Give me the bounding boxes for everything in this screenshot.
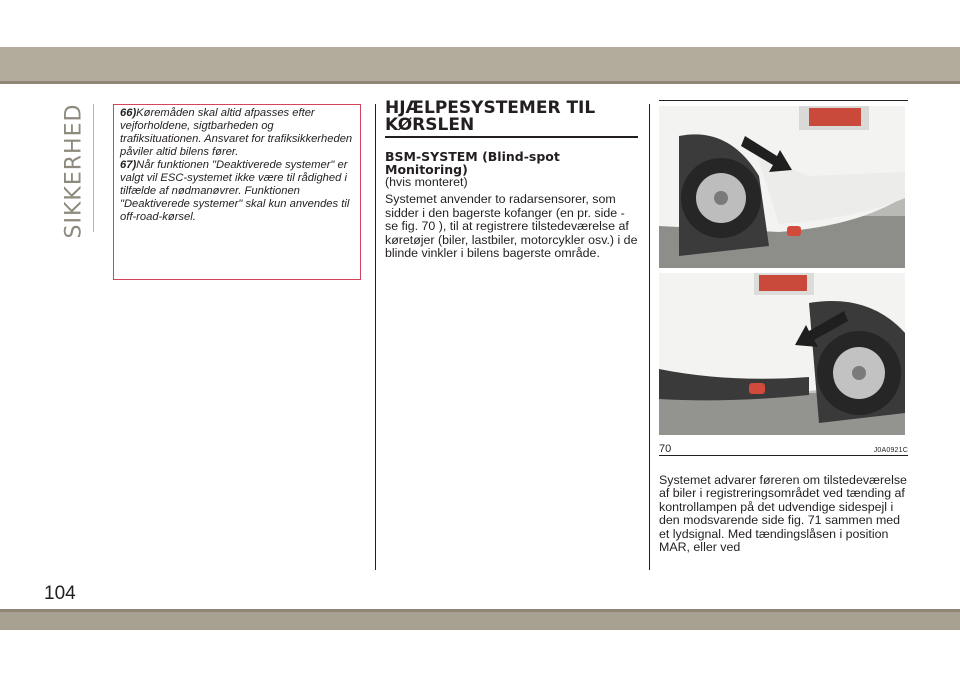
figure-photo-right-side bbox=[659, 106, 905, 268]
figure-top-rule bbox=[659, 100, 908, 101]
figure-caption-row bbox=[659, 443, 908, 455]
column-divider-right bbox=[649, 104, 650, 570]
note-67-number: 67) bbox=[120, 159, 137, 171]
figure-bottom-rule bbox=[659, 455, 908, 456]
warning-box bbox=[113, 104, 361, 280]
warning-note-67 bbox=[120, 159, 354, 224]
figure-code: J0A0921C bbox=[873, 447, 908, 454]
section-title-text: SIKKERHED bbox=[61, 103, 87, 239]
note-67-text: Når funktionen "Deaktiverede systemer" er valgt vil ESC-systemet ikke være til rådighed i tilfælde af nødmanøvrer. Funktionen "Deaktiverede systemer" skal kun anvendes til off-road-kørsel. bbox=[120, 159, 350, 223]
note-66-number: 66) bbox=[120, 107, 137, 119]
figure-column bbox=[659, 100, 908, 555]
figure-number: 70 bbox=[659, 443, 672, 455]
column-divider-left bbox=[375, 104, 376, 570]
section-heading: HJÆLPESYSTEMER TIL KØRSLEN bbox=[385, 98, 596, 135]
paragraph-2: Systemet advarer føreren om tilstedeværelse af biler i registreringsområdet ved tænding af kontrollampen på det udvendige sidespejl i den modsvarende side fig. 71 sammen med et lydsignal. Med tændingslåsen i position MAR, eller ved bbox=[659, 473, 907, 555]
right-text-block bbox=[659, 474, 908, 554]
heading-rule bbox=[385, 136, 638, 138]
subsection-note: (hvis monteret) bbox=[385, 175, 468, 189]
header-band-line bbox=[0, 81, 960, 84]
footer-band bbox=[0, 612, 960, 630]
main-column bbox=[385, 100, 638, 260]
paragraph-1: Systemet anvender to radarsensorer, som sidder i den bagerste kofanger (en pr. side - se fig. 70 ), til at registrere tilstedeværelse af køretøjer (biler, lastbiler, motorcykler osv.) i de blinde vinkler i bilens bagerste område. bbox=[385, 192, 638, 261]
note-66-text: Køremåden skal altid afpasses efter vejforholdene, sigtbarheden og trafiksituationen. Ansvaret for trafiksikkerheden påviler altid bilens fører. bbox=[120, 107, 353, 158]
warning-note-66 bbox=[120, 107, 354, 159]
section-title bbox=[52, 103, 96, 239]
header-band bbox=[0, 47, 960, 81]
page-number: 104 bbox=[44, 583, 76, 604]
figure-photo-left-side bbox=[659, 273, 905, 435]
section-title-rule bbox=[93, 104, 94, 232]
subsection-heading: BSM-SYSTEM (Blind-spot Monitoring) bbox=[385, 149, 560, 177]
